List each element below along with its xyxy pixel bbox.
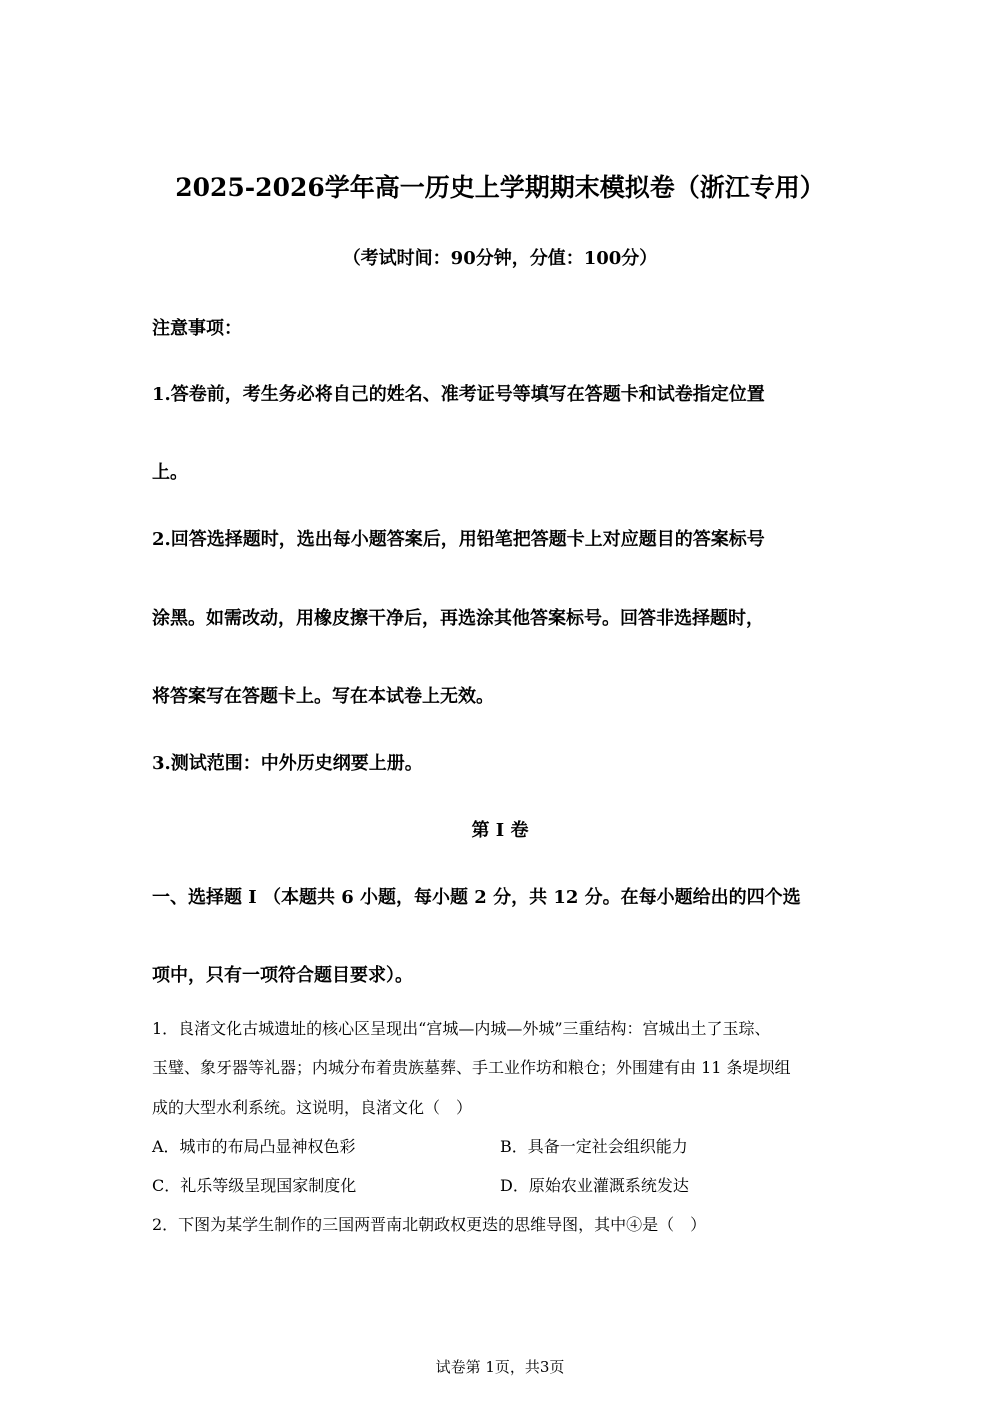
question-text: 2．下图为某学生制作的三国两晋南北朝政权更迭的思维导图，其中④是（ ） (152, 1215, 707, 1234)
section-heading: 项中，只有一项符合题目要求）。 (152, 965, 413, 986)
section-heading: 一、选择题 I （本题共 6 小题，每小题 2 分，共 12 分。在每小题给出的四个选 (152, 887, 801, 908)
notice-line: 2.回答选择题时，选出每小题答案后，用铅笔把答题卡上对应题目的答案标号 (152, 529, 765, 550)
option-d: D．原始农业灌溉系统发达 (500, 1176, 689, 1195)
page-title: 2025-2026学年高一历史上学期期末模拟卷（浙江专用） (175, 173, 825, 202)
notice-line: 3.测试范围：中外历史纲要上册。 (152, 753, 423, 774)
option-c: C．礼乐等级呈现国家制度化 (152, 1176, 357, 1195)
question-text: 成的大型水利系统。这说明，良渚文化（ ） (152, 1098, 473, 1117)
exam-info: （考试时间：90分钟，分值：100分） (342, 248, 658, 269)
option-b: B．具备一定社会组织能力 (500, 1137, 688, 1156)
notice-line: 涂黑。如需改动，用橡皮擦干净后，再选涂其他答案标号。回答非选择题时， (152, 608, 764, 629)
notice-heading: 注意事项： (152, 318, 242, 339)
notice-line: 上。 (152, 462, 188, 483)
page-footer: 试卷第 1页，共3页 (435, 1358, 565, 1376)
notice-line: 将答案写在答题卡上。写在本试卷上无效。 (152, 686, 494, 707)
notice-line: 1.答卷前，考生务必将自己的姓名、准考证号等填写在答题卡和试卷指定位置 (152, 384, 765, 405)
option-a: A．城市的布局凸显神权色彩 (152, 1137, 356, 1156)
question-text: 1．良渚文化古城遗址的核心区呈现出“宫城—内城—外城”三重结构：宫城出土了玉琮、 (152, 1019, 771, 1038)
question-text: 玉璧、象牙器等礼器；内城分布着贵族墓葬、手工业作坊和粮仓；外围建有由 11 条堤坝组 (152, 1058, 791, 1077)
volume-label: 第 I 卷 (471, 820, 529, 841)
